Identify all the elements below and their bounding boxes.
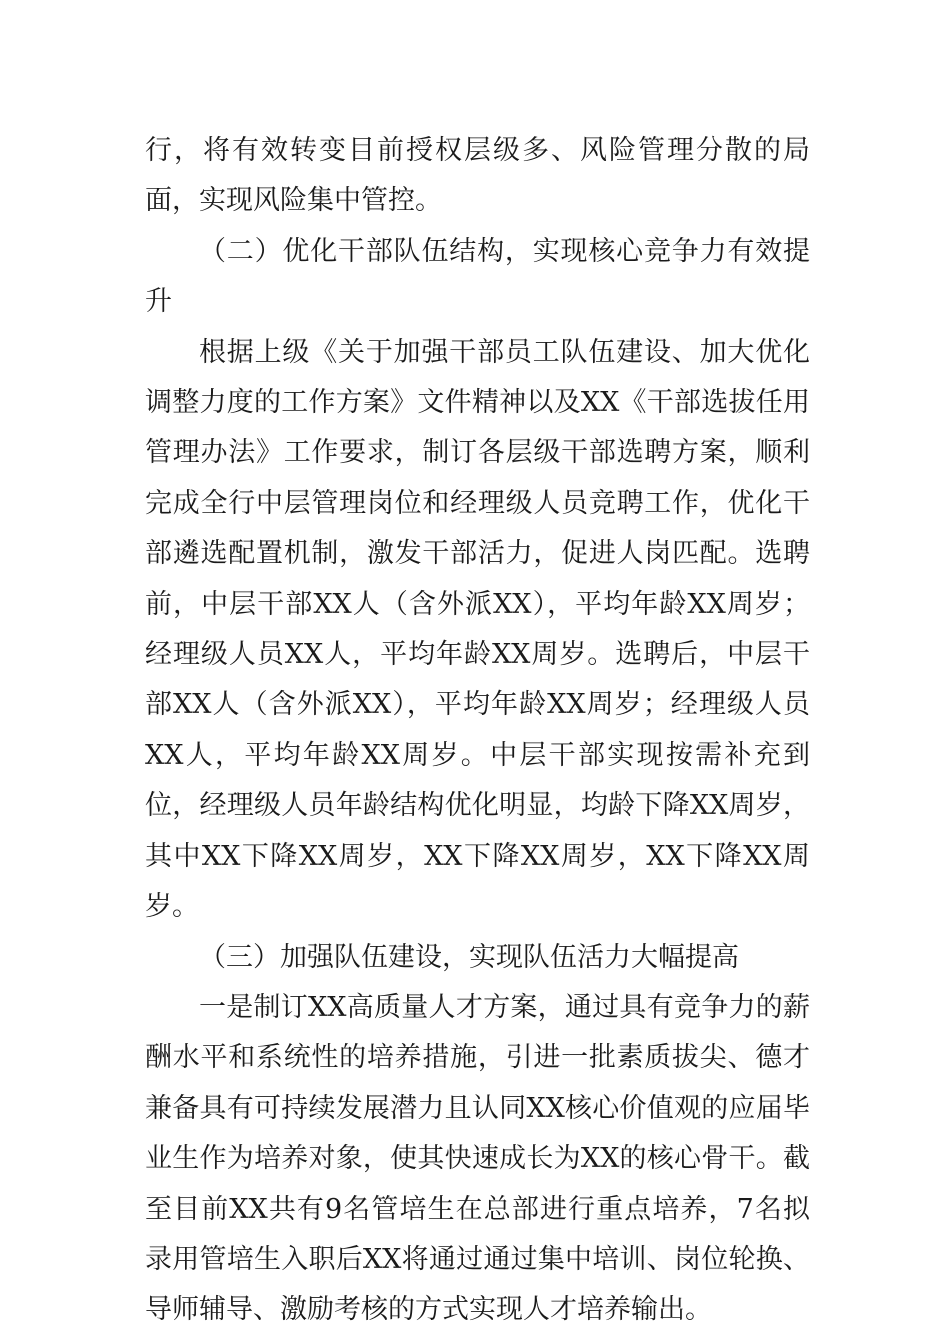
- section-heading-2: （二）优化干部队伍结构，实现核心竞争力有效提升: [145, 235, 810, 318]
- paragraph-cadre-selection: 根据上级《关于加强干部员工队伍建设、加大优化调整力度的工作方案》文件精神以及XX《干部选拔任用管理办法》工作要求，制订各层级干部选聘方案，顺利完成全行中层管理岗位和经理级人员竞聘工作，优化干部遴选配置机制，激发干部活力，促进人岗匹配。选聘前，中层干部XX人（含外派XX），平均年龄XX周岁；经理级人员XX人，平均年龄XX周岁。选聘后，中层干部XX人（含外派XX），平均年龄XX周岁；经理级人员XX人，平均年龄XX周岁。中层干部实现按需补充到位，经理级人员年龄结构优化明显，均龄下降XX周岁，其中XX下降XX周岁，XX下降XX周岁，XX下降XX周岁。: [145, 336, 810, 923]
- paragraph-talent-program: 一是制订XX高质量人才方案，通过具有竞争力的薪酬水平和系统性的培养措施，引进一批素质拔尖、德才兼备具有可持续发展潜力且认同XX核心价值观的应届毕业生作为培养对象，使其快速成长为XX的核心骨干。截至目前XX共有9名管培生在总部进行重点培养，7名拟录用管培生入职后XX将通过通过集中培训、岗位轮换、导师辅导、激励考核的方式实现人才培养输出。: [145, 991, 810, 1326]
- document-body: [145, 126, 810, 1336]
- paragraph-continuation: 行，将有效转变目前授权层级多、风险管理分散的局面，实现风险集中管控。: [145, 135, 810, 217]
- section-heading-3: （三）加强队伍建设，实现队伍活力大幅提高: [199, 941, 739, 973]
